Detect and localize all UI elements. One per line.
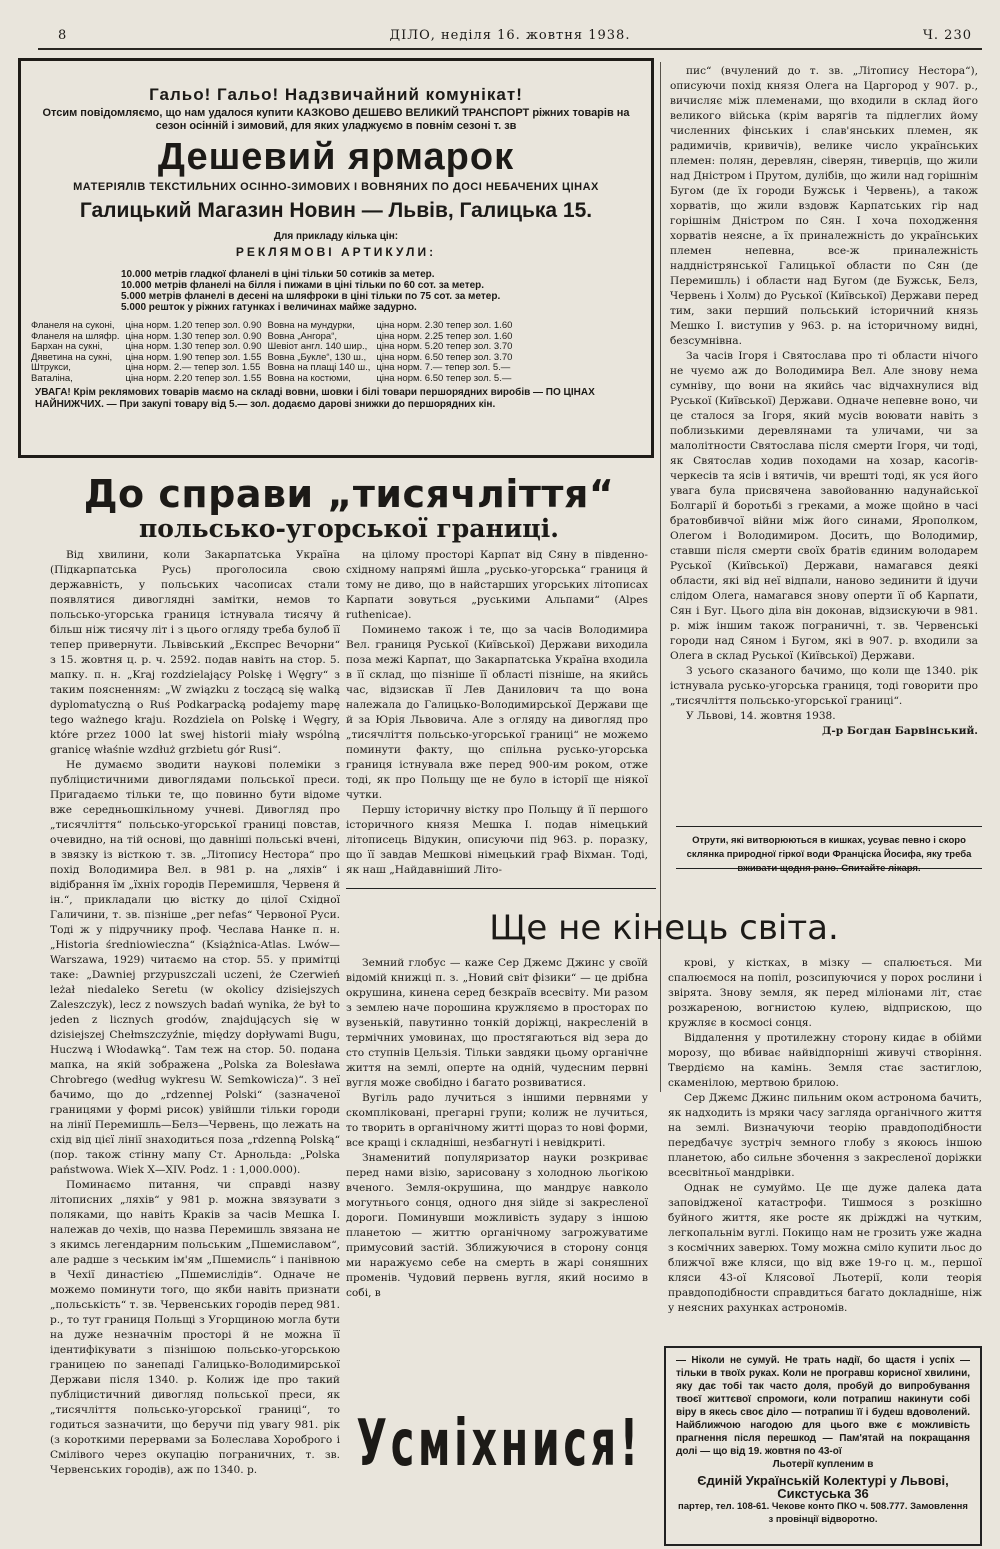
article1-column-3 <box>670 64 978 824</box>
paragraph: Земний глобус — каже Сер Джемс Джинс у своїй відомій книжці п. з. „Новий світ фізики“ — це дрібна окрушина, кинена серед безкраїв всесвіту. Ми разом з землею наче порошина кружляємо в просторах по вузенькій, павутинно тонкій доріжці, накресленій в термічних умовинах, що простягаються від зера до сто ступнів Цельзія. Тільки завдяки цьому органічне життя на землі, оперте на одній, чудесним первні вугля може свобідно і багато розвиватися. <box>346 957 648 1089</box>
paragraph: За часів Ігоря і Святослава про ті области нічого не чуємо аж до Володимира Вел. Але знову нема сумніву, що вони на якийсь час відчахнулися від Руської (Київської) Держави. Одначе непевне воно, чи це сталося за Ігоря, який мусів воювати навіть з поблизькими деревлянами та уличами, чи за малолітности Святослава після смерти Ігоря, чи тоді, як Святослав ходив походами на хозар, касогів-черкесів та ясів і вятичів, чи врешті тоді, як уся його увага була присвячена завойованню надунайської Болгарії й боротьбі з греками, а може щойно в часі братовбивчої війни між його синами, Ярополком, Олегом і Володимиром. Досить, що Володимир, ставши після смерти своїх братів єдиним володарем Руської (Київської) Держави, намагався деякі области, які від неї відпали, наново зединити й ідучи слідом Олега, намагався знову оперти її об Карпати, Сян і Буг. Цього діла він доконав, відзискуючи в 981. р. між іншим також пограничні, т. зв. Червенські городи над Сяном і Бугом, які в 907. р. входили за Олега в склад Руської (Київської) Держави. <box>670 350 978 662</box>
ad-article: 5.000 метрів фланелі в десені на шляфроки в ціні тільки по 75 сот. за метер. <box>121 291 501 302</box>
masthead: ДІЛО, неділя 16. жовтня 1938. <box>389 28 631 43</box>
ad-headline: Гальо! Гальо! Надзвичайний комунікат! <box>149 85 523 104</box>
divider <box>676 868 982 869</box>
price-value: ціна норм. 6.50 тепер зол. 3.70 <box>376 351 513 363</box>
price-item: Вовна на костюми, <box>267 372 351 384</box>
ad-articles <box>121 269 651 313</box>
paragraph: крові, у кістках, в мізку — спалюється. Ми спалюємося на попіл, розсипуючися у порох рослини і звірята. Знову земля, як перед міліонами літ, стає розжареною, вогнистою кулею, відприскою, що кружляє в космосі сонця. <box>668 957 982 1029</box>
paragraph: Однак не сумуймо. Це ще дуже далека дата заповідженої катастрофи. Тишмося з розкішно буйного життя, яке росте як дріжджі на чутким, легкопальнім вуглі. Покищо нам не грозить уже жадна з космічних заверюх. Тому можна сміло купити льос до ближчої вже кляси, що від вже 19-го ц. м., першої кляси 43-ої Клясової Льотерії, коли теорія правдоподібности справдиться багато докладніше, ніж у неясних рахунках астрономів. <box>668 1182 982 1314</box>
price-value: ціна норм. 1.20 тепер зол. 0.90 <box>125 320 262 331</box>
author-signature: Д-р Богдан Барвінський. <box>821 725 978 737</box>
price-value: ціна норм. 5.20 тепер зол. 3.70 <box>376 341 513 352</box>
price-item: Фланеля на суконі, <box>31 320 115 331</box>
price-value: ціна норм. 2.25 тепер зол. 1.60 <box>376 330 513 342</box>
smile-banner <box>346 1348 652 1540</box>
price-value: ціна норм. 7.— тепер зол. 5.— <box>376 362 511 373</box>
article2-column-1 <box>346 956 648 1386</box>
ad-promo-label: РЕКЛЯМОВІ АРТИКУЛИ: <box>235 245 437 259</box>
lottery-text: — Ніколи не сумуй. Не трать надії, бо щастя і успіх — тільки в твоїх руках. Коли не програвш корисної хвилини, яку дає тобі так часто доля, пробуй до випробування твоєї життєвої спромоги, коли потрапиш накинути собі віру в якесь своє діло — потрапиш її і будеш вдоволений. Найближчою нагодою для цього вже є можливість прагнення після перешкод — Пам'ятай на покращання долі — що від 19. жовтня по 43-ої <box>676 1355 970 1457</box>
ad-article: 5.000 решток у ріжних гатунках і величинах майже задурно. <box>121 302 417 313</box>
price-value: ціна норм. 1.30 тепер зол. 0.90 <box>125 330 262 342</box>
article1-subtitle: польсько-угорської границі. <box>139 514 559 543</box>
lottery-firm: Єдиній Українській Колектурі у Львові, Сикстуська 36 <box>697 1473 949 1501</box>
article2-column-2 <box>668 956 982 1330</box>
article2-title: Ще не кінець світа. <box>489 908 839 948</box>
ad-price-table <box>31 321 518 384</box>
mineral-water-notice: Отрути, які витворюються в кишках, усуває певно і скоро склянка природної гіркої води Франціска Йосифа, яку треба <box>686 835 972 860</box>
article1-column-2 <box>346 548 648 888</box>
ad-article: 10.000 метрів фланелі на білля і пижами в ціні тільки по 60 сот. за метер. <box>121 280 485 291</box>
price-item: Ваталіна, <box>31 372 73 384</box>
fair-advertisement <box>18 58 654 458</box>
price-row <box>31 342 518 353</box>
price-row <box>31 363 518 374</box>
paragraph: Першу історичну вістку про Польщу й її першого історичного князя Мешка І. подав німецький літописець Відукин, описуючи під 963. р. поразку, що її завдав Мешкові німецький граф Віхман. Тоді, як наш „Найдавніший Літо- <box>346 804 648 876</box>
dateline: У Львові, 14. жовтня 1938. <box>686 710 836 722</box>
ad-warning: УВАГА! Крім реклямових товарів маємо на складі вовни, шовки і білі товари першорядних виробів — ПО ЦІНАХ НАЙНИЖЧИХ. — При закупі товару від 5.— зол. додаємо дарові знижки до першорядних кін. <box>35 387 595 410</box>
paragraph: Знаменитий популяризатор науки розкриває перед нами візію, зарисовану з холодною льогікою вченого. Земля-окрушина, що мандрує навколо могутнього сонця, одного дня зійде зі закресленої дороги. Поминувши можливість зудару з іншою планетою — життю органічному загрожуватиме примусовий застій. Зближуючися в сторону сонця ми наражуємо себе на смерть в жарі соняшних променів. Чудовий первень вугля, який носимо в собі, в <box>346 1152 648 1299</box>
ad-intro: Отсим повідомляємо, що нам удалося купити КАЗКОВО ДЕШЕВО ВЕЛИКИЙ ТРАНСПОРТ ріжних товарів на сезон осінній і зимовий, для яких уладжуємо в повнім сезоні т. зв <box>42 107 630 132</box>
divider <box>676 826 982 827</box>
paragraph: Сер Джемс Джинс пильним оком астронома бачить, як надходить із мряки часу загляда органічного життя на землі. Визначуючи теорію правдоподібности передбачує зустріч земного глобу з якоюсь іншою планетою, або сильне збочення з закресленої доріжки всесвітньої мандрівки. <box>668 1092 982 1179</box>
ad-subtitle: МАТЕРІЯЛІВ ТЕКСТИЛЬНИХ ОСІННО-ЗИМОВИХ І ВОВНЯНИХ ПО ДОСІ НЕБАЧЕНИХ ЦІНАХ <box>73 181 599 193</box>
article1-column-1 <box>50 548 340 1548</box>
ad-article: 10.000 метрів гладкої фланелі в ціні тільки 50 сотиків за метер. <box>121 269 435 280</box>
paragraph: Поминаємо питання, чи справді назву літописних „ляхів“ у 981 р. можна звязувати з поляками, що навіть Краків за часів Мешка І. належав до чехів, що назва Перемишль звязана не з якимсь легендарним польським „Пшемиславом“, але радше з чеським ім'ям „Пшемисль“ і панівною в Чехії династією „Пшемислідів“. Одначе не можемо поминути того, що якби навіть признати „польськість“ т. зв. Червенських городів перед 981. р., то тут границя Польщі з Угорщиною могла бути на дуже незначнім просторі й не можна її ідентифікувати з пізнішою польсько-угорською границею по занепаді Галицько-Володимирської Держави після 1340. р. Колиж іде про такий публіцистичний дивогляд польської преси, як „тисячліття польсько-угорської границі“, то годиться зазначити, що беручи під увагу 981. рік (з короткими перервами за Болеслава Хороброго і Смілівого через окупацію пограничних, т. зв. Червенських городів), аж по 1340. р. <box>50 1179 340 1476</box>
paragraph: Від хвилини, коли Закарпатська Україна (Підкарпатська Русь) проголосила свою державність, у польських часописах стали появлятися дивоглядні замітки, немов то польсько-угорська границя істнувала тисячу й більш ніж тисячу літ і з цього огляду треба булоб її тепер привернути. Львівський „Експрес Вечорни“ з 15. жовтня ц. р. ч. 2592. подав навіть на стор. 5. мапку. п. н. „Kraj rozdzielający Polskę i Węgry“ з таким поясненням: „W związku z toczącą się walką dyplomatyczną o Ruś Podkarpacką podajemy mapę tego ważnego kraju. Rozdziela on Polskę i Węgry, które przez 1000 lat swej historii miały wspólną granicę właśnie wzdłuż grzbietu gór Rusi“. <box>50 549 340 756</box>
price-value: ціна норм. 6.50 тепер зол. 5.— <box>376 372 512 384</box>
ad-example-label: Для прикладу кілька цін: <box>273 231 399 242</box>
price-item: Вовна „Букле“, 130 ш., <box>267 351 367 363</box>
price-item: Вовна на мундурки, <box>267 320 355 331</box>
price-value: ціна норм. 2.— тепер зол. 1.55 <box>125 362 261 373</box>
issue-number: Ч. 230 <box>922 28 972 43</box>
divider <box>346 888 656 889</box>
page-header <box>38 26 982 50</box>
price-item: Вовна на плащі 140 ш., <box>267 362 371 373</box>
paragraph: З усього сказаного бачимо, що коли ще 1340. рік істнувала русько-угорська границя, тоді говорити про „тисячліття польсько-угорської границі“. <box>670 665 978 707</box>
lottery-address: партер, тел. 108-61. Чекове конто ПКО ч. 508.777. Замовлення з провінції відворотно. <box>678 1501 968 1525</box>
price-value: ціна норм. 2.30 тепер зол. 1.60 <box>376 320 513 331</box>
price-value: ціна норм. 1.30 тепер зол. 0.90 <box>125 341 262 352</box>
price-item: Дяветина на сукні, <box>31 351 113 363</box>
price-row <box>31 321 518 332</box>
price-item: Шевіот англ. 140 шир., <box>267 341 368 352</box>
page-number: 8 <box>58 28 68 43</box>
ad-title: Дешевий ярмарок <box>157 136 515 178</box>
paragraph: Поминемо також і те, що за часів Володимира Вел. границя Руської (Київської) Держави виходила поза межі Карпат, що Закарпатська Україна входила в її склад, що пізніше її області пізніше, на якийсь час, відзискав її Лев Данилович та що вона належала до Галицько-Володимирської Держави ще й за Юрія Львовича. Але з огляду на дивогляд про „тисячліття польсько-угорської границі“ не можемо поминути факту, що спільна русько-угорська границя істнувала вже перед 900-им роком, отже тоді, як про Польщу ще не було в історії ще ніякої чутки. <box>346 624 648 801</box>
ad-store: Галицький Магазин Новин — Львів, Галицька 15. <box>79 199 593 222</box>
price-value: ціна норм. 1.90 тепер зол. 1.55 <box>125 351 262 363</box>
price-item: Фланеля на шляфр. <box>31 330 120 342</box>
lottery-line: Льотерії купленим в <box>772 1459 874 1470</box>
article1-title: До справи „тисячліття“ <box>83 472 615 516</box>
paragraph: Не думаємо зводити наукові полеміки з публіцистичними дивоглядами польської преси. Пригадаємо тільки те, що повинно бути відоме вже середньошкільному учневі. Дивогляд про „тисячліття“ польсько-угорської границі повстав, очевидно, на тій основі, що давніші польські вчені, в звязку із вісткою т. зв. „Літопису Нестора“ про похід Володимира Вел. в 981 р. на „ляхів“ і відібрання їм „їхніх городів Перемишля, Червеня й ін.“, прикладали цю вістку до цілої Східної Галичини, т. зв. пізніше „per nefas“ Червоної Руси. Тоді ж у підручнику проф. Чеслава Нанке п. н. „Historia średniowieczna“ (Książnica-Atlas. Lwów—Warszawa, 1929) читаємо на стор. 55. у примітці таке: „Dawniej przypuszczali uczeni, że Czerwień leżał niedaleko Seretu (w okolicy dzisiejszych Zaleszczyk), lecz z nowszych badań wynika, że był to jeden z licznych grodów, znajdujących się w dzisiejszej Chełmszczyźnie, między dopływami Bugu, Huczwą i Włodawką“. Там теж на стор. 50. подана мапка, на якій зображена „Polska za Bolesława Chrobrego (według wykresu W. Semkowicza)“. З неї бачимо, що до „rdzennej Polski“ (зазначеної границями у формі рисок) увійшли тільки городи на лінії Перемишль—Белз—Червень, що лежать на схід від цієї лінії знаходиться поза „rdzenną Polską“ (пор. також стінну мапу Ст. Арнольда: „Polska państwowa. Wiek X—XIV. Podz. 1 : 1,000.000). <box>50 759 340 1176</box>
price-item: Вовна „Ангора“, <box>267 330 337 342</box>
paragraph: Вугіль радо лучиться з іншими первнями у скомпліковані, прегарні групи; колиж не лучиться, то творить в органічному житті щораз то нові форми, все кращі і складніші, незбагнуті і невідкриті. <box>346 1092 648 1149</box>
price-item: Бархан на сукні, <box>31 341 103 352</box>
lottery-advertisement <box>664 1346 982 1546</box>
price-row <box>31 374 518 385</box>
paragraph: на цілому просторі Карпат від Сяну в південно-східному напрямі йшла „русько-угорська“ границя й тому не диво, що в найстарших угорських літописах Карпати зовуться „руськими Альпами“ (Alpes ruthenicae). <box>346 549 648 621</box>
paragraph: пис“ (вчулений до т. зв. „Літопису Нестора“), описуючи похід князя Олега на Царгород у 907. р., вичисляє між племенами, що входили в склад його великого війська (крім варягів та підлеглих йому численних фінських і слав'янських племен, як радимичів, кривичів), велике число українських племен: полян, деревлян, сіверян, тиверців, що жили над Дністром і Прутом, дулібів, що жили над горішнім Бугом (де їх городи Бужськ і Червень), а також хорватів, що жили вздовж Карпатських гір над горішнім Дністром по Сян. І хоча походження хорватів неясне, а їх приналежність до українських племен непевна, все-ж приналежність наддністрянської Галицької области по Сян (де Перемишль) і области над Бугом (де Бужськ, Белз, Червень і Холм) до Руської (Київської) Держави перед тим, заки перший польський історичний князь Мешко І. виступив у 963. р. на історичному видні, безсумнівна. <box>670 65 978 347</box>
paragraph: Віддалення у протилежну сторону кидає в обійми морозу, що вбиває найвідпорніші живучі створіння. Твердіємо на камінь. Земля стає застиглою, скаменілою, мертвою брилою. <box>668 1032 982 1089</box>
price-value: ціна норм. 2.20 тепер зол. 1.55 <box>125 372 262 384</box>
price-item: Штрукси, <box>31 362 71 373</box>
smile-text: Усміхнися! <box>356 1407 642 1481</box>
